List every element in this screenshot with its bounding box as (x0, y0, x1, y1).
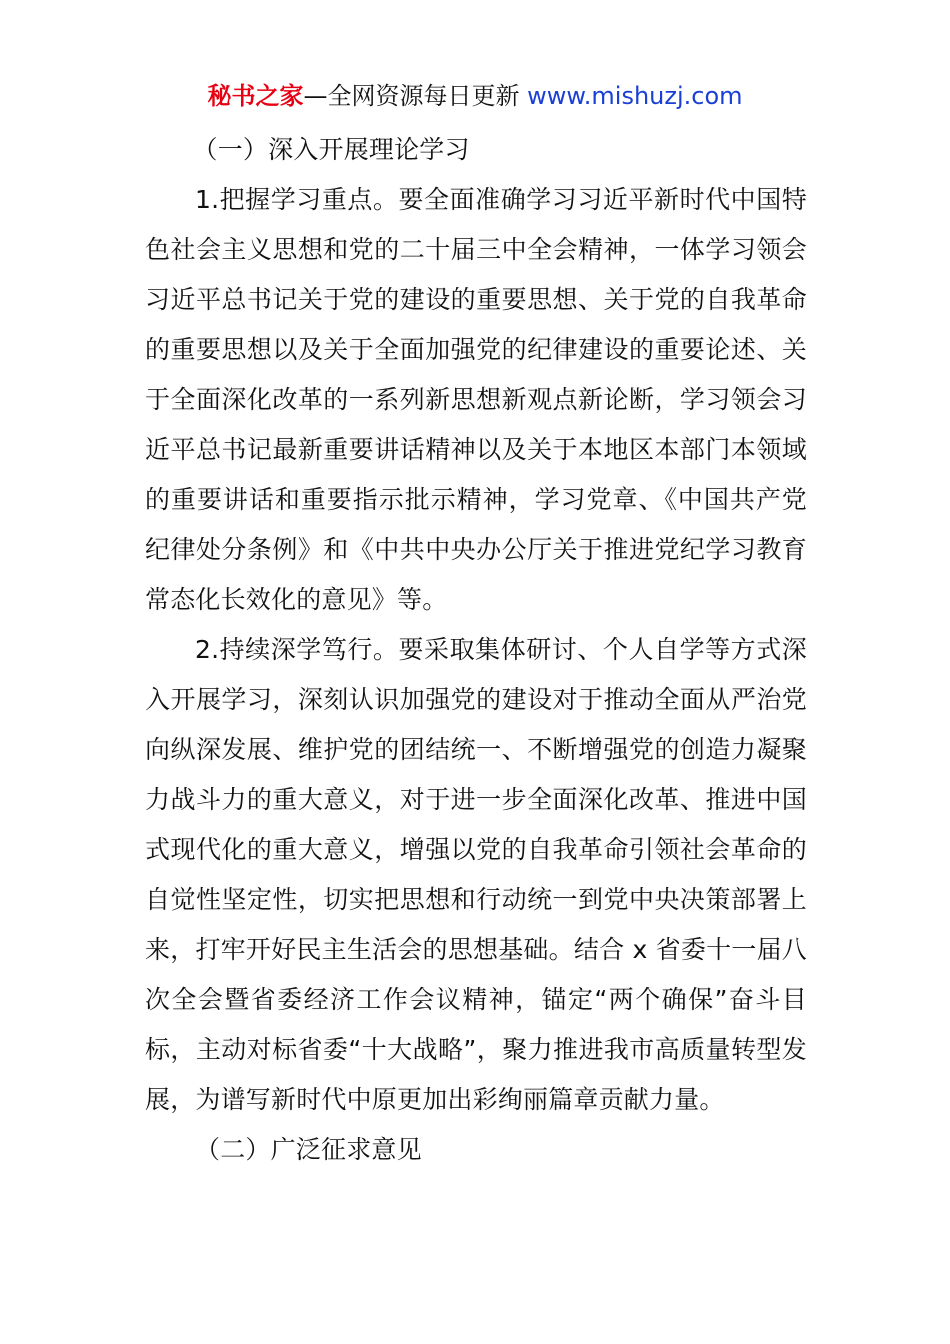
header-url-link[interactable]: www.mishuzj.com (527, 82, 743, 110)
page-header (0, 80, 950, 112)
section-heading-1: （一）深入开展理论学习 (192, 135, 470, 164)
section-heading-2: （二）广泛征求意见 (195, 1135, 422, 1164)
paragraph-2: 2.持续深学笃行。要采取集体研讨、个人自学等方式深入开展学习，深刻认识加强党的建设对于推动全面从严治党向纵深发展、维护党的团结统一、不断增强党的创造力凝聚力战斗力的重大意义，对于进一步全面深化改革、推进中国式现代化的重大意义，增强以党的自我革命引领社会革命的自觉性坚定性，切实把思想和行动统一到党中央决策部署上来，打牢开好民主生活会的思想基础。结合 x 省委十一届八次全会暨省委经济工作会议精神，锚定“两个确保”奋斗目标，主动对标省委“十大战略”，聚力推进我市高质量转型发展，为谱写新时代中原更加出彩绚丽篇章贡献力量。 (145, 635, 807, 1114)
paragraph-1: 1.把握学习重点。要全面准确学习习近平新时代中国特色社会主义思想和党的二十届三中全会精神，一体学习领会习近平总书记关于党的建设的重要思想、关于党的自我革命的重要思想以及关于全面加强党的纪律建设的重要论述、关于全面深化改革的一系列新思想新观点新论断，学习领会习近平总书记最新重要讲话精神以及关于本地区本部门本领域的重要讲话和重要指示批示精神，学习党章、《中国共产党纪律处分条例》和《中共中央办公厅关于推进党纪学习教育常态化长效化的意见》等。 (145, 185, 807, 614)
header-brand: 秘书之家 (207, 82, 304, 110)
document-body (145, 125, 807, 1175)
header-tagline: —全网资源每日更新 (303, 82, 520, 110)
